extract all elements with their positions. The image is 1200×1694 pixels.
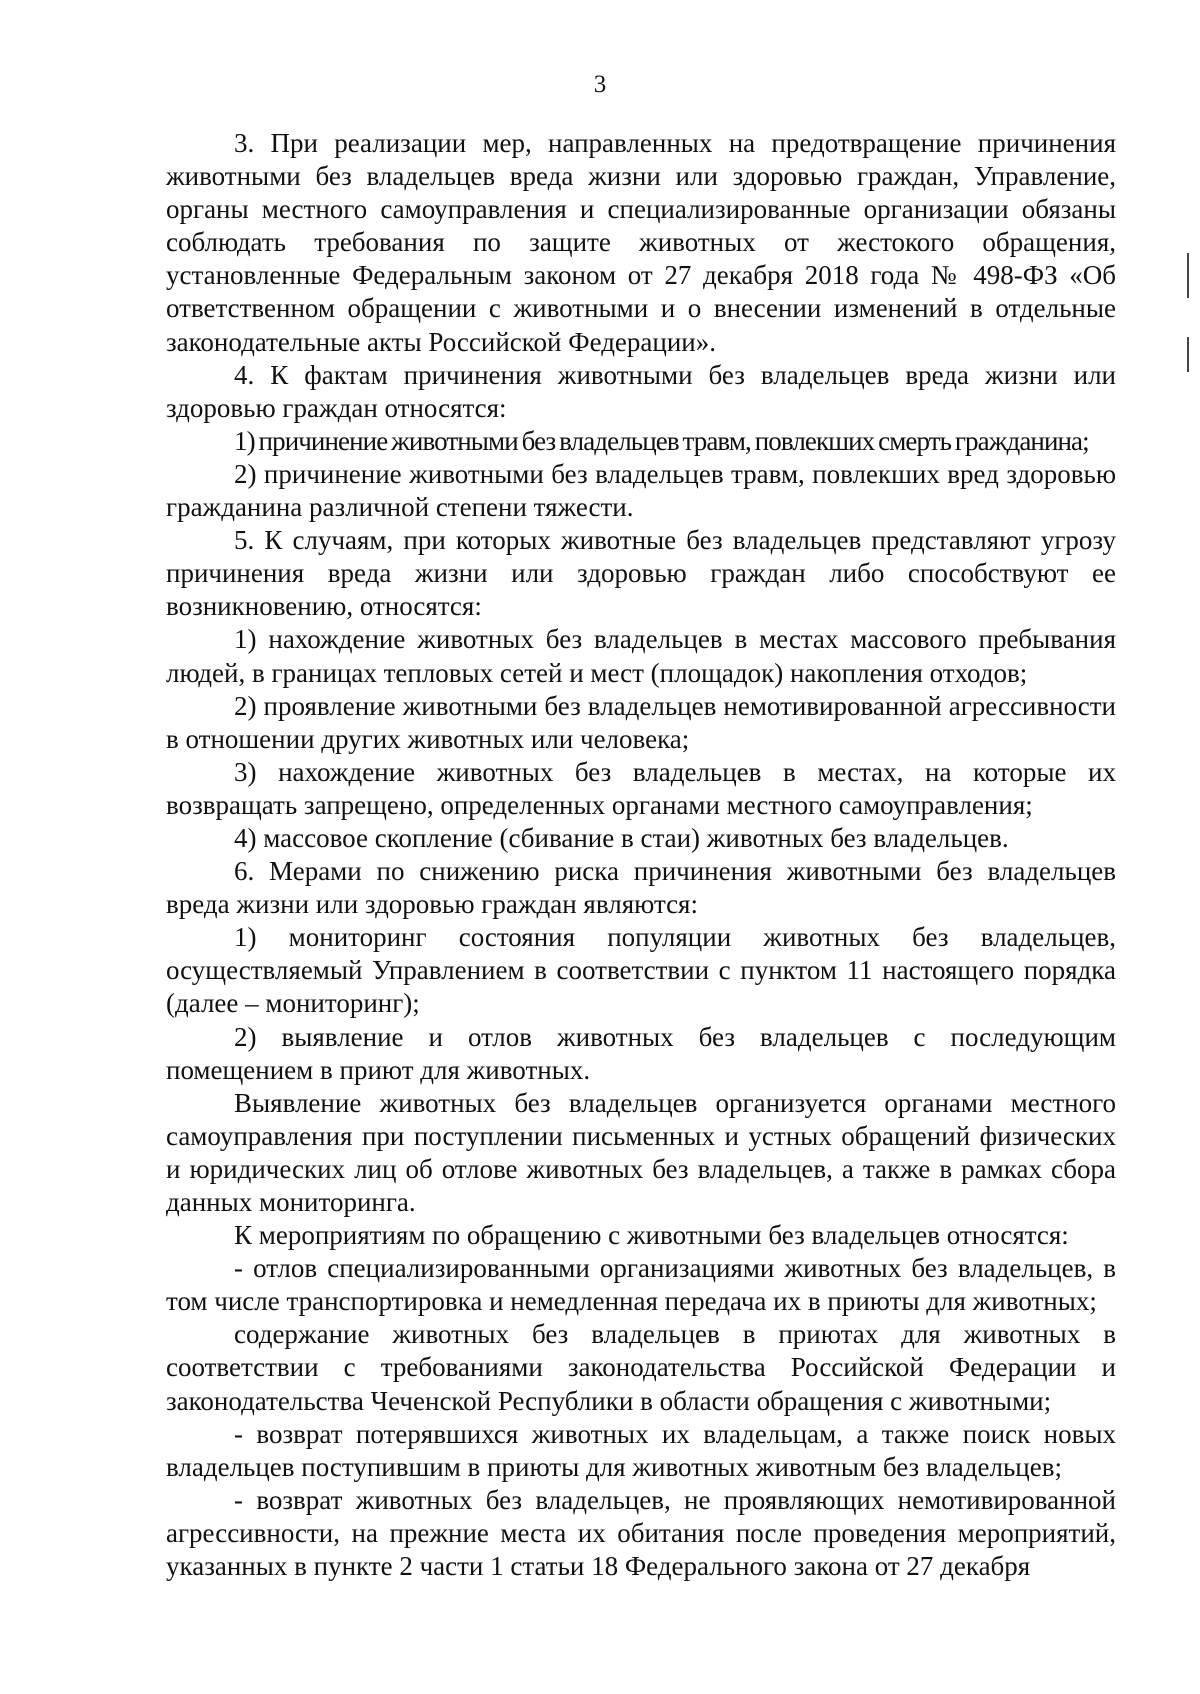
- scan-artifact-mark: [1187, 337, 1189, 372]
- document-body: [166, 127, 1116, 1583]
- paragraph-6: 6. Мерами по снижению риска причинения животными без владельцев вреда жизни или здоровью граждан являются:: [166, 856, 1116, 920]
- paragraph-detection: Выявление животных без владельцев организуется органами местного самоуправления при поступлении письменных и устных обращений физических и юридических лиц об отлове животных без владельцев, а также в рамках сбора данных мониторинга.: [166, 1087, 1116, 1217]
- page-number: 3: [593, 71, 607, 98]
- paragraph-3: 3. При реализации мер, направленных на предотвращение причинения животными без владельцев вреда жизни или здоровью граждан, Управление, органы местного самоуправления и специализированные организации обязаны соблюдать требования по защите животных от жестокого обращения, установленные Федеральным законом от 27 декабря 2018 года № 498-ФЗ «Об ответственном обращении с животными и о внесении изменений в отдельные законодательные акты Российской Федерации».: [166, 128, 1116, 357]
- paragraph-6-item-1: 1) мониторинг состояния популяции животных без владельцев, осуществляемый Управлением в соответствии с пунктом 11 настоящего порядка (далее – мониторинг);: [166, 922, 1116, 1019]
- scan-artifact-mark: [1187, 253, 1189, 298]
- paragraph-5: 5. К случаям, при которых животные без владельцев представляют угрозу причинения вреда жизни или здоровью граждан либо способствуют ее возникновению, относятся:: [166, 525, 1116, 622]
- paragraph-6-item-2: 2) выявление и отлов животных без владельцев с последующим помещением в приют для животных.: [166, 1021, 1116, 1085]
- measure-keeping: содержание животных без владельцев в приютах для животных в соответствии с требованиями законодательства Российской Федерации и законодательства Чеченской Республики в области обращения с животными;: [166, 1319, 1116, 1416]
- paragraph-4: 4. К фактам причинения животными без владельцев вреда жизни или здоровью граждан относятся:: [166, 359, 1116, 423]
- paragraph-measures-intro: К мероприятиям по обращению с животными без владельцев относятся:: [234, 1220, 1069, 1251]
- measure-return-habitat: - возврат животных без владельцев, не проявляющих немотивированной агрессивности, на прежние места их обитания после проведения мероприятий, указанных в пункте 2 части 1 статьи 18 Федерального закона от 27 декабря: [166, 1484, 1116, 1582]
- paragraph-5-item-1: 1) нахождение животных без владельцев в местах массового пребывания людей, в границах тепловых сетей и мест (площадок) накопления отходов;: [166, 624, 1116, 688]
- paragraph-5-item-3: 3) нахождение животных без владельцев в местах, на которые их возвращать запрещено, определенных органами местного самоуправления;: [166, 756, 1116, 820]
- paragraph-4-item-2: 2) причинение животными без владельцев травм, повлекших вред здоровью гражданина различной степени тяжести.: [166, 458, 1116, 523]
- paragraph-5-item-2: 2) проявление животными без владельцев немотивированной агрессивности в отношении других животных или человека;: [166, 690, 1116, 754]
- paragraph-4-item-1: 1) причинение животными без владельцев травм, повлекших смерть гражданина;: [234, 425, 1089, 456]
- measure-capture: - отлов специализированными организациями животных без владельцев, в том числе транспортировка и немедленная передача их в приюты для животных;: [166, 1253, 1116, 1317]
- paragraph-5-item-4: 4) массовое скопление (сбивание в стаи) животных без владельцев.: [234, 822, 1009, 853]
- measure-return-owners: - возврат потерявшихся животных их владельцам, а также поиск новых владельцев поступившим в приюты для животных животным без владельцев;: [166, 1418, 1116, 1482]
